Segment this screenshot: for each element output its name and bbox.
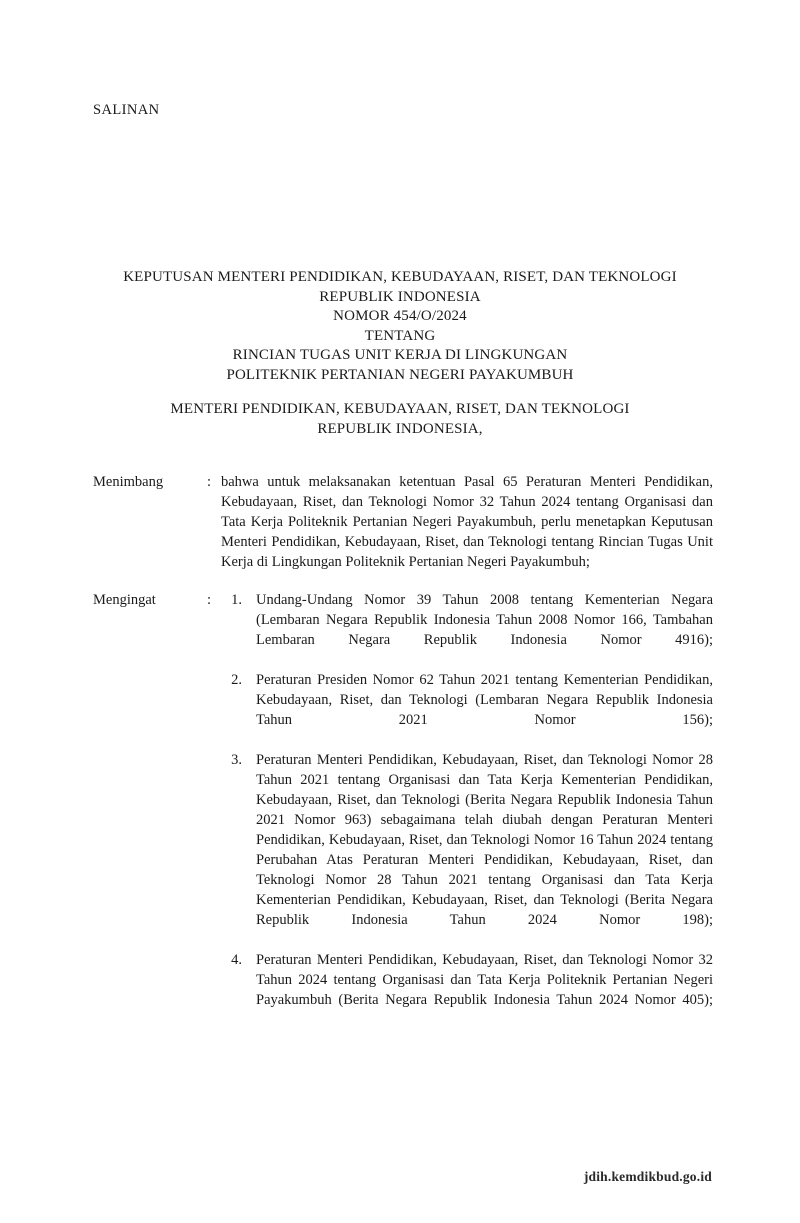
list-item-marker: 1. bbox=[231, 592, 242, 608]
clause-label-mengingat: Mengingat bbox=[93, 592, 156, 608]
mengingat-numbered-list bbox=[221, 590, 713, 1030]
list-item-text: Peraturan Presiden Nomor 62 Tahun 2021 tentang Kementerian Pendidikan, Kebudayaan, Riset, dan Teknologi (Lembaran Negara Republik Indonesia Tahun 2021 Nomor 156); bbox=[256, 672, 713, 728]
list-item-marker: 2. bbox=[231, 672, 242, 688]
title-line-2: REPUBLIK INDONESIA bbox=[319, 288, 481, 305]
title-line-1: KEPUTUSAN MENTERI PENDIDIKAN, KEBUDAYAAN, RISET, DAN TEKNOLOGI bbox=[123, 269, 677, 285]
document-title-block bbox=[60, 268, 740, 385]
clause-body-menimbang bbox=[221, 472, 713, 572]
list-item-text: Peraturan Menteri Pendidikan, Kebudayaan, Riset, dan Teknologi Nomor 32 Tahun 2024 tentang Organisasi dan Tata Kerja Politeknik Pertanian Negeri Payakumbuh (Berita Negara Republik Indonesia Tahun 2024 Nomor 405); bbox=[256, 952, 713, 1008]
title-line-subject-2: POLITEKNIK PERTANIAN NEGERI PAYAKUMBUH bbox=[226, 366, 574, 383]
clause-text-menimbang: bahwa untuk melaksanakan ketentuan Pasal 65 Peraturan Menteri Pendidikan, Kebudayaan, Riset, dan Teknologi Nomor 32 Tahun 2024 tentang Organisasi dan Tata Kerja Politeknik Pertanian Negeri Payakumbuh, perlu menetapkan Keputusan Menteri Pendidikan, Kebudayaan, Riset, dan Teknologi tentang Rincian Tugas Unit Kerja di Lingkungan Politeknik Pertanian Negeri Payakumbuh; bbox=[221, 474, 713, 570]
list-item bbox=[221, 670, 713, 750]
list-item-marker: 3. bbox=[231, 752, 242, 768]
clause-label-menimbang: Menimbang bbox=[93, 474, 164, 490]
list-item-marker: 4. bbox=[231, 952, 242, 968]
footer-watermark: jdih.kemdikbud.go.id bbox=[583, 1169, 712, 1184]
list-item-text: Undang-Undang Nomor 39 Tahun 2008 tentang Kementerian Negara (Lembaran Negara Republik Indonesia Tahun 2008 Nomor 166, Tambahan Lembaran Negara Republik Indonesia Nomor 4916); bbox=[256, 592, 713, 648]
minister-heading-block bbox=[60, 400, 740, 439]
list-item-text: Peraturan Menteri Pendidikan, Kebudayaan, Riset, dan Teknologi Nomor 28 Tahun 2021 tentang Organisasi dan Tata Kerja Kementerian Pendidikan, Kebudayaan, Riset, dan Teknologi (Berita Negara Republik Indonesia Tahun 2021 Nomor 963) sebagaimana telah diubah dengan Peraturan Menteri Pendidikan, Kebudayaan, Riset, dan Teknologi Nomor 16 Tahun 2024 tentang Perubahan Atas Peraturan Menteri Pendidikan, Kebudayaan, Riset, dan Teknologi Nomor 28 Tahun 2021 tentang Organisasi dan Tata Kerja Kementerian Pendidikan, Kebudayaan, Riset, dan Teknologi (Berita Negara Republik Indonesia Tahun 2024 Nomor 198); bbox=[256, 752, 713, 928]
clause-colon-mengingat: : bbox=[207, 592, 212, 608]
salinan-stamp: SALINAN bbox=[93, 102, 160, 118]
clause-colon-menimbang: : bbox=[207, 474, 212, 490]
list-item bbox=[221, 590, 713, 670]
list-item bbox=[221, 950, 713, 1030]
title-line-subject-1: RINCIAN TUGAS UNIT KERJA DI LINGKUNGAN bbox=[232, 347, 568, 363]
title-line-number: NOMOR 454/O/2024 bbox=[333, 308, 467, 324]
clause-menimbang bbox=[93, 472, 713, 572]
minister-heading-line-2: REPUBLIK INDONESIA, bbox=[317, 420, 483, 437]
title-line-tentang: TENTANG bbox=[364, 327, 436, 344]
clause-mengingat bbox=[93, 590, 713, 1030]
clause-list bbox=[93, 472, 713, 1048]
page-footer bbox=[0, 1168, 800, 1186]
minister-heading-line-1: MENTERI PENDIDIKAN, KEBUDAYAAN, RISET, DAN TEKNOLOGI bbox=[170, 401, 630, 417]
list-item bbox=[221, 750, 713, 950]
clause-body-mengingat bbox=[221, 590, 713, 1030]
